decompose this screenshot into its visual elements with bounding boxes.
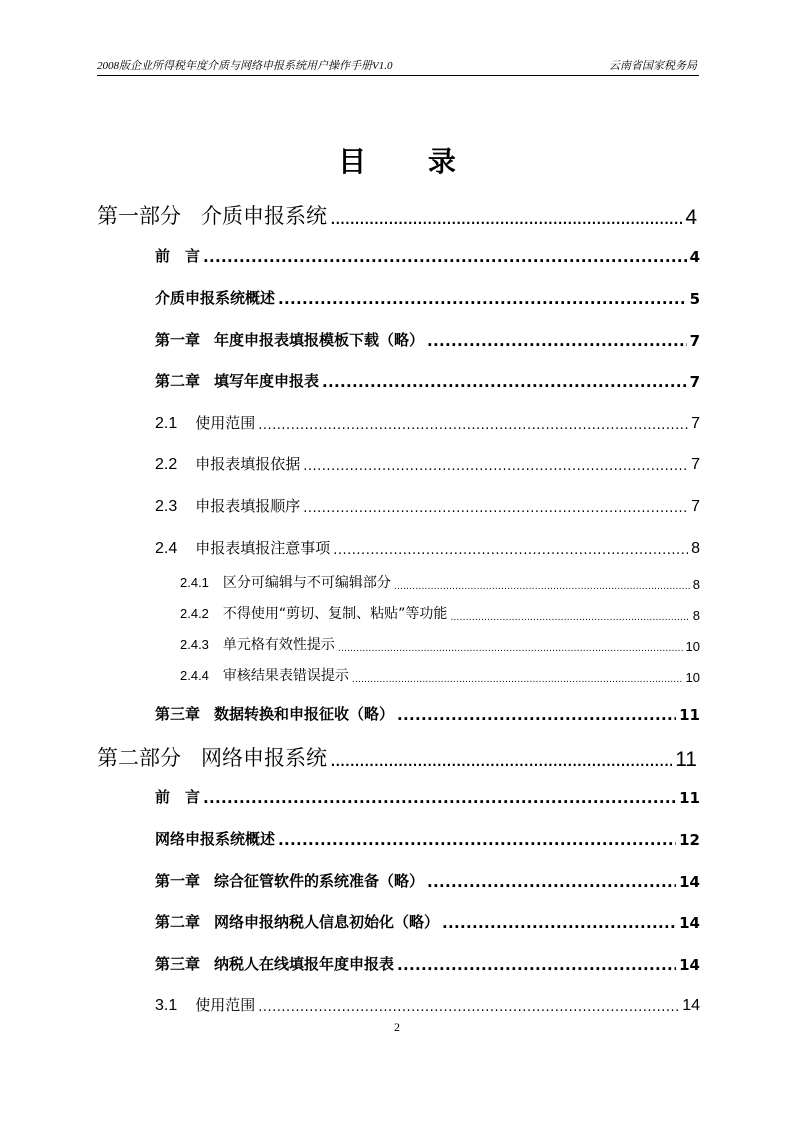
toc-entry-number: 第三章 xyxy=(155,705,201,723)
toc-entry-label xyxy=(155,495,300,516)
toc-title: 目 录 xyxy=(338,145,482,178)
toc-entry-text: 前 言 xyxy=(155,247,201,265)
toc-entry[interactable] xyxy=(97,200,697,230)
toc-entry-text: 使用范围 xyxy=(195,414,256,432)
toc-entry[interactable] xyxy=(180,665,700,685)
toc-entry-page: 7 xyxy=(689,332,700,350)
toc-leader-dots xyxy=(427,873,676,891)
toc-entry-label xyxy=(180,572,391,592)
toc-entry-text: 审核结果表错误提示 xyxy=(222,668,349,684)
toc-entry-label xyxy=(155,911,439,932)
toc-entry-page: 8 xyxy=(691,540,700,557)
toc-entry-page: 7 xyxy=(689,373,700,391)
toc-leader-dots xyxy=(258,1000,679,1015)
toc-entry-label xyxy=(180,665,349,685)
toc-entry-number: 2.4.4 xyxy=(180,668,209,683)
toc-leader-dots xyxy=(203,789,676,807)
toc-leader-dots xyxy=(450,613,689,623)
toc-entry-number: 2.4 xyxy=(155,540,178,557)
toc-entry-text: 申报表填报注意事项 xyxy=(195,539,331,557)
toc-leader-dots xyxy=(442,914,676,932)
toc-leader-dots xyxy=(427,332,687,350)
header-organization: 云南省国家税务局 xyxy=(609,59,697,72)
toc-entry-page: 14 xyxy=(679,873,700,891)
toc-entry-label xyxy=(155,329,424,350)
header-document-title: 2008版企业所得税年度介质与网络申报系统用户操作手册V1.0 xyxy=(97,60,393,72)
toc-leader-dots xyxy=(303,501,688,516)
toc-entry[interactable] xyxy=(180,634,700,654)
toc-entry[interactable] xyxy=(155,287,700,308)
toc-entry-text: 介质申报系统概述 xyxy=(155,289,276,307)
toc-entry-label xyxy=(155,412,255,433)
toc-entry-label xyxy=(155,537,330,558)
toc-leader-dots xyxy=(278,290,687,308)
toc-entry-label xyxy=(97,742,327,772)
toc-entry-text: 数据转换和申报征收（略） xyxy=(214,705,395,723)
toc-entry-page: 11 xyxy=(679,789,700,807)
toc-entry-page: 10 xyxy=(685,670,700,685)
toc-entry-text: 前 言 xyxy=(155,788,201,806)
toc-entry-label xyxy=(180,634,335,654)
toc-entry[interactable] xyxy=(155,953,700,974)
toc-entry-page: 4 xyxy=(685,206,697,229)
toc-entry-text: 年度申报表填报模板下载（略） xyxy=(214,331,425,349)
toc-entry-page: 14 xyxy=(682,997,700,1014)
toc-leader-dots xyxy=(303,459,688,474)
toc-entry-label xyxy=(155,828,275,849)
toc-entry-text: 申报表填报依据 xyxy=(195,455,301,473)
toc-entry-text: 介质申报系统 xyxy=(201,205,327,228)
toc-entry[interactable] xyxy=(155,245,700,266)
toc-entry-number: 2.4.2 xyxy=(180,606,209,621)
toc-entry-page: 7 xyxy=(691,456,700,473)
toc-entry[interactable] xyxy=(155,495,700,516)
toc-entry-number: 第三章 xyxy=(155,955,201,973)
toc-leader-dots xyxy=(333,543,688,558)
toc-entry[interactable] xyxy=(155,786,700,807)
toc-entry[interactable] xyxy=(155,994,700,1015)
toc-entry-label xyxy=(97,200,327,230)
toc-entry-page: 11 xyxy=(675,748,697,771)
toc-entry[interactable] xyxy=(155,828,700,849)
toc-entry-label xyxy=(155,786,200,807)
toc-entry-page: 8 xyxy=(692,608,700,623)
toc-leader-dots xyxy=(278,831,676,849)
toc-entry-page: 14 xyxy=(679,914,700,932)
toc-entry-page: 4 xyxy=(689,248,700,266)
toc-entry-page: 14 xyxy=(679,956,700,974)
toc-entry[interactable] xyxy=(180,603,700,623)
toc-leader-dots xyxy=(338,644,683,654)
toc-leader-dots xyxy=(203,248,687,266)
toc-entry[interactable] xyxy=(155,537,700,558)
toc-entry-text: 网络申报纳税人信息初始化（略） xyxy=(214,913,440,931)
toc-entry-number: 第一部分 xyxy=(97,205,181,228)
toc-entry-label xyxy=(155,245,200,266)
toc-entry[interactable] xyxy=(97,742,697,772)
toc-entry[interactable] xyxy=(155,911,700,932)
toc-entry[interactable] xyxy=(155,370,700,391)
toc-leader-dots xyxy=(322,373,687,391)
toc-entry-label xyxy=(155,453,300,474)
toc-entry[interactable] xyxy=(155,453,700,474)
running-header xyxy=(97,55,699,76)
toc-entry-number: 2.4.3 xyxy=(180,637,209,652)
toc-entry-text: 区分可编辑与不可编辑部分 xyxy=(222,575,391,591)
toc-entry-page: 7 xyxy=(691,415,700,432)
toc-entry-text: 填写年度申报表 xyxy=(214,372,320,390)
toc-entry-label xyxy=(155,370,319,391)
toc-entry-number: 2.2 xyxy=(155,456,178,473)
toc-entry-number: 2.4.1 xyxy=(180,575,209,590)
toc-entry-text: 使用范围 xyxy=(195,996,256,1014)
toc-entry-page: 10 xyxy=(685,639,700,654)
toc-leader-dots xyxy=(330,748,672,772)
toc-entry-label xyxy=(155,287,275,308)
toc-leader-dots xyxy=(258,418,688,433)
toc-entry-label xyxy=(180,603,447,623)
toc-entry-page: 12 xyxy=(679,831,700,849)
page-number: 2 xyxy=(394,1020,400,1034)
toc-entry-label xyxy=(155,870,424,891)
toc-entry-text: 网络申报系统概述 xyxy=(155,830,276,848)
toc-entry-page: 8 xyxy=(692,577,700,592)
toc-entry-page: 7 xyxy=(691,498,700,515)
toc-entry-label xyxy=(155,953,394,974)
toc-entry-number: 2.3 xyxy=(155,498,178,515)
toc-entry-number: 第一章 xyxy=(155,331,201,349)
toc-entry-number: 第二章 xyxy=(155,372,201,390)
toc-entry-text: 网络申报系统 xyxy=(201,747,327,770)
toc-entry-text: 单元格有效性提示 xyxy=(222,637,335,653)
toc-entry-page: 11 xyxy=(679,706,700,724)
toc-entry-number: 第二部分 xyxy=(97,747,181,770)
toc-leader-dots xyxy=(352,675,683,685)
toc-entry-number: 第一章 xyxy=(155,872,201,890)
toc-entry-page: 5 xyxy=(689,290,700,308)
toc-entry-label xyxy=(155,994,255,1015)
toc-entry-text: 申报表填报顺序 xyxy=(195,497,301,515)
toc-leader-dots xyxy=(397,956,676,974)
toc-entry-number: 2.1 xyxy=(155,415,178,432)
toc-entry[interactable] xyxy=(180,572,700,592)
toc-entry-text: 不得使用“剪切、复制、粘贴”等功能 xyxy=(222,606,448,622)
toc-leader-dots xyxy=(394,582,690,592)
toc-entry-text: 综合征管软件的系统准备（略） xyxy=(214,872,425,890)
toc-entry-text: 纳税人在线填报年度申报表 xyxy=(214,955,395,973)
toc-entry-label xyxy=(155,703,394,724)
toc-entry[interactable] xyxy=(155,870,700,891)
toc-entry[interactable] xyxy=(155,412,700,433)
toc-leader-dots xyxy=(397,706,676,724)
toc-leader-dots xyxy=(330,206,682,230)
toc-entry-number: 3.1 xyxy=(155,997,178,1014)
toc-entry[interactable] xyxy=(155,703,700,724)
toc-entry-number: 第二章 xyxy=(155,913,201,931)
toc-entry[interactable] xyxy=(155,329,700,350)
